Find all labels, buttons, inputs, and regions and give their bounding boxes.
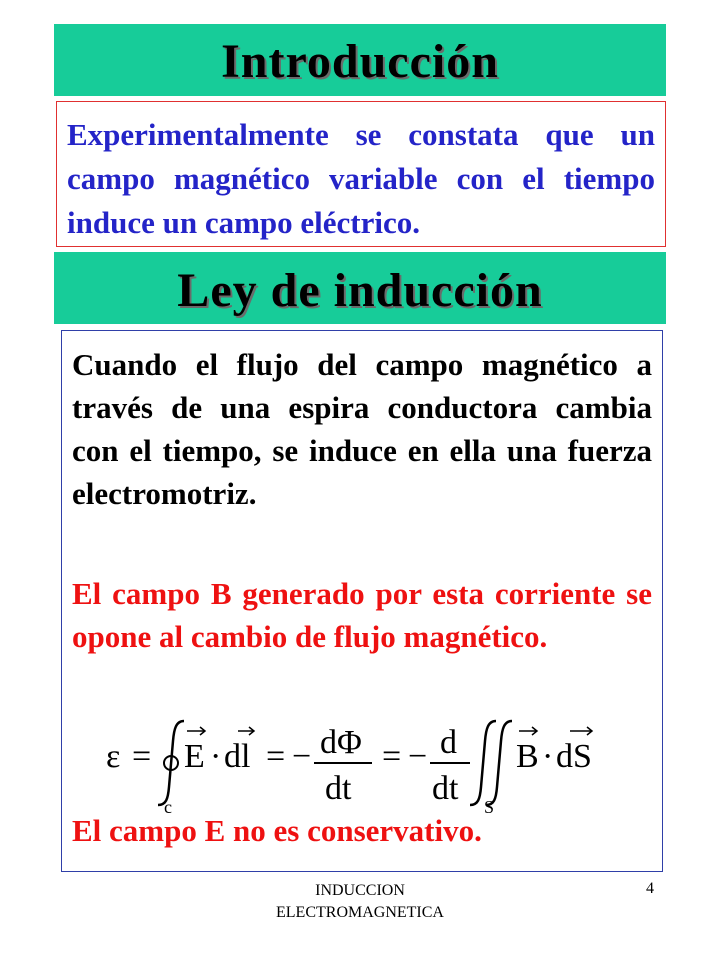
equals-sign: =: [266, 738, 286, 775]
surface-integral-icon: [470, 721, 496, 805]
vector-e: E: [184, 738, 205, 775]
emf-symbol: ε: [106, 738, 121, 775]
vector-ds: dS: [556, 738, 592, 775]
vector-arrow-icon: [187, 727, 205, 735]
vector-arrow-icon: [519, 727, 537, 735]
footer-line: INDUCCION: [315, 882, 405, 899]
vector-dl: dl: [224, 738, 251, 775]
intro-text: Experimentalmente se constata que un campo magnético variable con el tiempo induce un campo eléctrico.: [67, 117, 655, 240]
dot-operator: ·: [210, 738, 222, 775]
minus-sign: −: [292, 738, 312, 775]
slide-title: Introducción: [221, 35, 499, 88]
time-differential: dt: [432, 770, 459, 807]
faraday-equation: [92, 715, 652, 815]
time-differential: dt: [325, 770, 352, 807]
derivative-d: d: [440, 724, 457, 761]
lenz-paragraph: El campo B generado por esta corriente se opone al cambio de flujo magnético.: [72, 576, 652, 654]
line-integral-icon: [158, 721, 184, 805]
dot-operator: ·: [542, 738, 554, 775]
minus-sign: −: [408, 738, 428, 775]
vector-arrow-icon: [570, 727, 592, 735]
law-paragraph: Cuando el flujo del campo magnético a través de una espira conductora cambia con el tiempo, se induce en ella una fuerza electromotriz.: [72, 347, 652, 511]
footer-line: ELECTROMAGNETICA: [276, 904, 444, 921]
surface-subscript: S: [484, 797, 495, 815]
footer-label: [220, 880, 500, 924]
equals-sign: =: [132, 738, 152, 775]
equals-sign: =: [382, 738, 402, 775]
page-number: 4: [646, 880, 654, 897]
title-banner: [54, 24, 666, 96]
surface-integral-icon: [486, 721, 512, 805]
section-banner: [54, 252, 666, 324]
conclusion-text: El campo E no es conservativo.: [72, 813, 482, 848]
law-box: [61, 330, 663, 872]
intro-box: [56, 101, 666, 247]
vector-arrow-icon: [238, 727, 254, 735]
flux-differential: dΦ: [320, 724, 362, 761]
section-title: Ley de inducción: [177, 264, 543, 317]
contour-subscript: c: [164, 797, 172, 815]
vector-b: B: [516, 738, 539, 775]
